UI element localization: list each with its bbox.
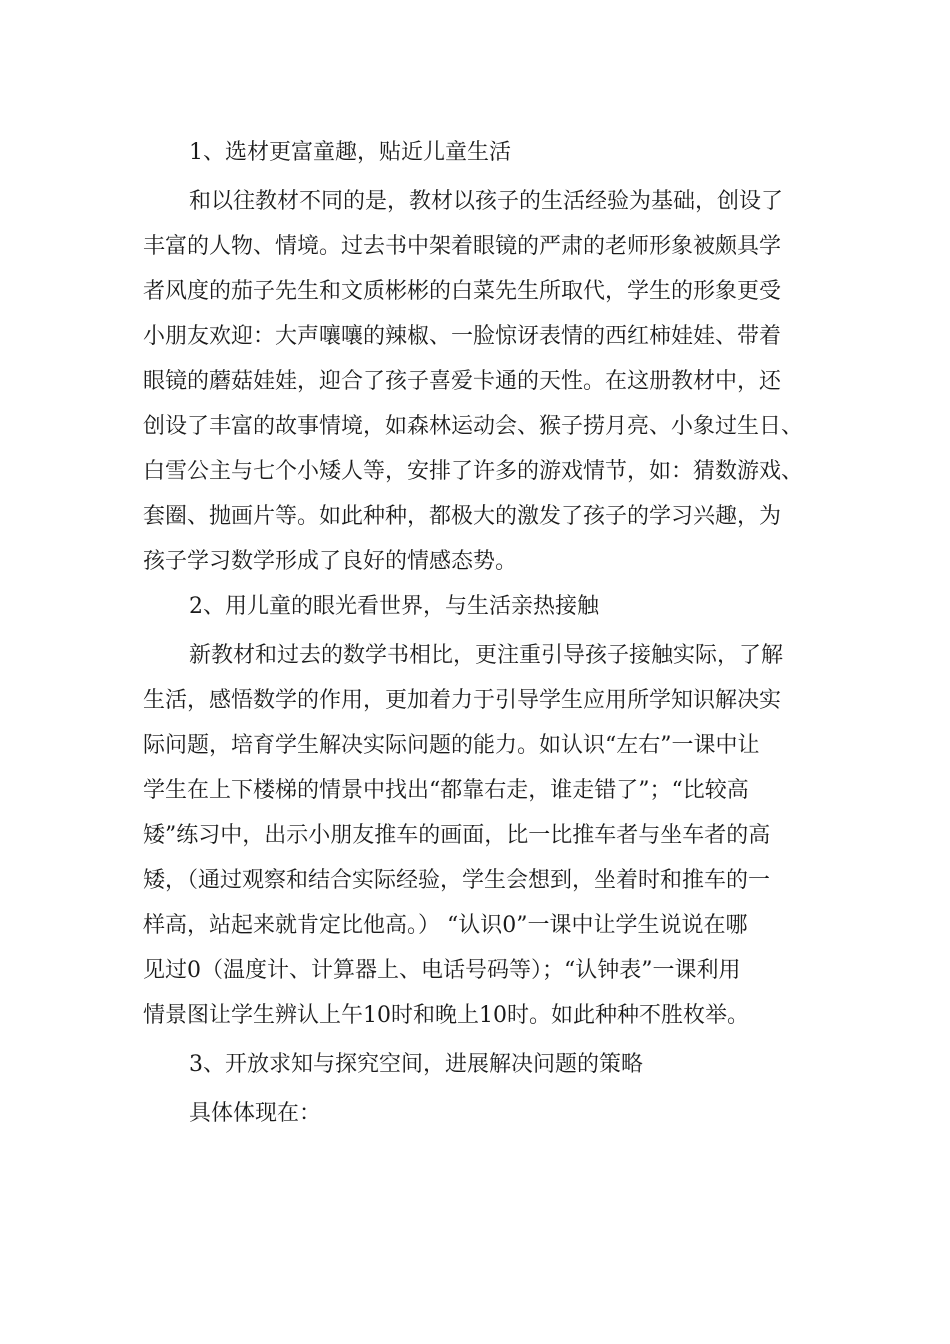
paragraph-line: 样高，站起来就肯定比他高。） “认识0”一课中让学生说说在哪 [143, 913, 748, 938]
paragraph-line: 际问题，培育学生解决实际问题的能力。如认识“左右”一课中让 [143, 733, 760, 758]
section-heading: 2、用儿童的眼光看世界，与生活亲热接触 [189, 594, 599, 619]
paragraph-line: 眼镜的蘑菇娃娃，迎合了孩子喜爱卡通的天性。在这册教材中，还 [143, 369, 782, 394]
section-heading: 1、选材更富童趣，贴近儿童生活 [189, 140, 511, 165]
paragraph-line: 小朋友欢迎：大声嚷嚷的辣椒、一脸惊讶表情的西红柿娃娃、带着 [143, 324, 782, 349]
paragraph-line: 新教材和过去的数学书相比，更注重引导孩子接触实际，了解 [189, 643, 784, 668]
section-3 [143, 1038, 831, 1136]
paragraph-line: 丰富的人物、情境。过去书中架着眼镜的严肃的老师形象被颇具学 [143, 234, 782, 259]
paragraph-line: 生活，感悟数学的作用，更加着力于引导学生应用所学知识解决实 [143, 688, 782, 713]
section-2 [143, 584, 831, 1038]
paragraph-line: 白雪公主与七个小矮人等，安排了许多的游戏情节，如：猜数游戏、 [143, 459, 804, 484]
paragraph-line: 者风度的茄子先生和文质彬彬的白菜先生所取代，学生的形象更受 [143, 279, 782, 304]
paragraph-line: 创设了丰富的故事情境，如森林运动会、猴子捞月亮、小象过生日、 [143, 414, 804, 439]
paragraph-line: 矮，（通过观察和结合实际经验，学生会想到，坐着时和推车的一 [143, 868, 771, 893]
paragraph-line: 孩子学习数学形成了良好的情感态势。 [143, 549, 518, 574]
section-heading: 3、开放求知与探究空间，进展解决问题的策略 [189, 1052, 643, 1077]
paragraph-line: 见过0（温度计、计算器上、电话号码等）；“认钟表”一课利用 [143, 958, 741, 983]
paragraph-line: 和以往教材不同的是，教材以孩子的生活经验为基础，创设了 [189, 189, 784, 214]
paragraph-line: 套圈、抛画片等。如此种种，都极大的激发了孩子的学习兴趣，为 [143, 504, 782, 529]
document-body [143, 130, 831, 1136]
paragraph-line: 学生在上下楼梯的情景中找出“都靠右走，谁走错了”；“比较高 [143, 778, 749, 803]
section-1 [143, 130, 831, 584]
paragraph-line: 情景图让学生辨认上午10时和晚上10时。如此种种不胜枚举。 [143, 1003, 749, 1028]
paragraph-line: 具体体现在： [189, 1101, 322, 1126]
paragraph-line: 矮”练习中，出示小朋友推车的画面，比一比推车者与坐车者的高 [143, 823, 771, 848]
